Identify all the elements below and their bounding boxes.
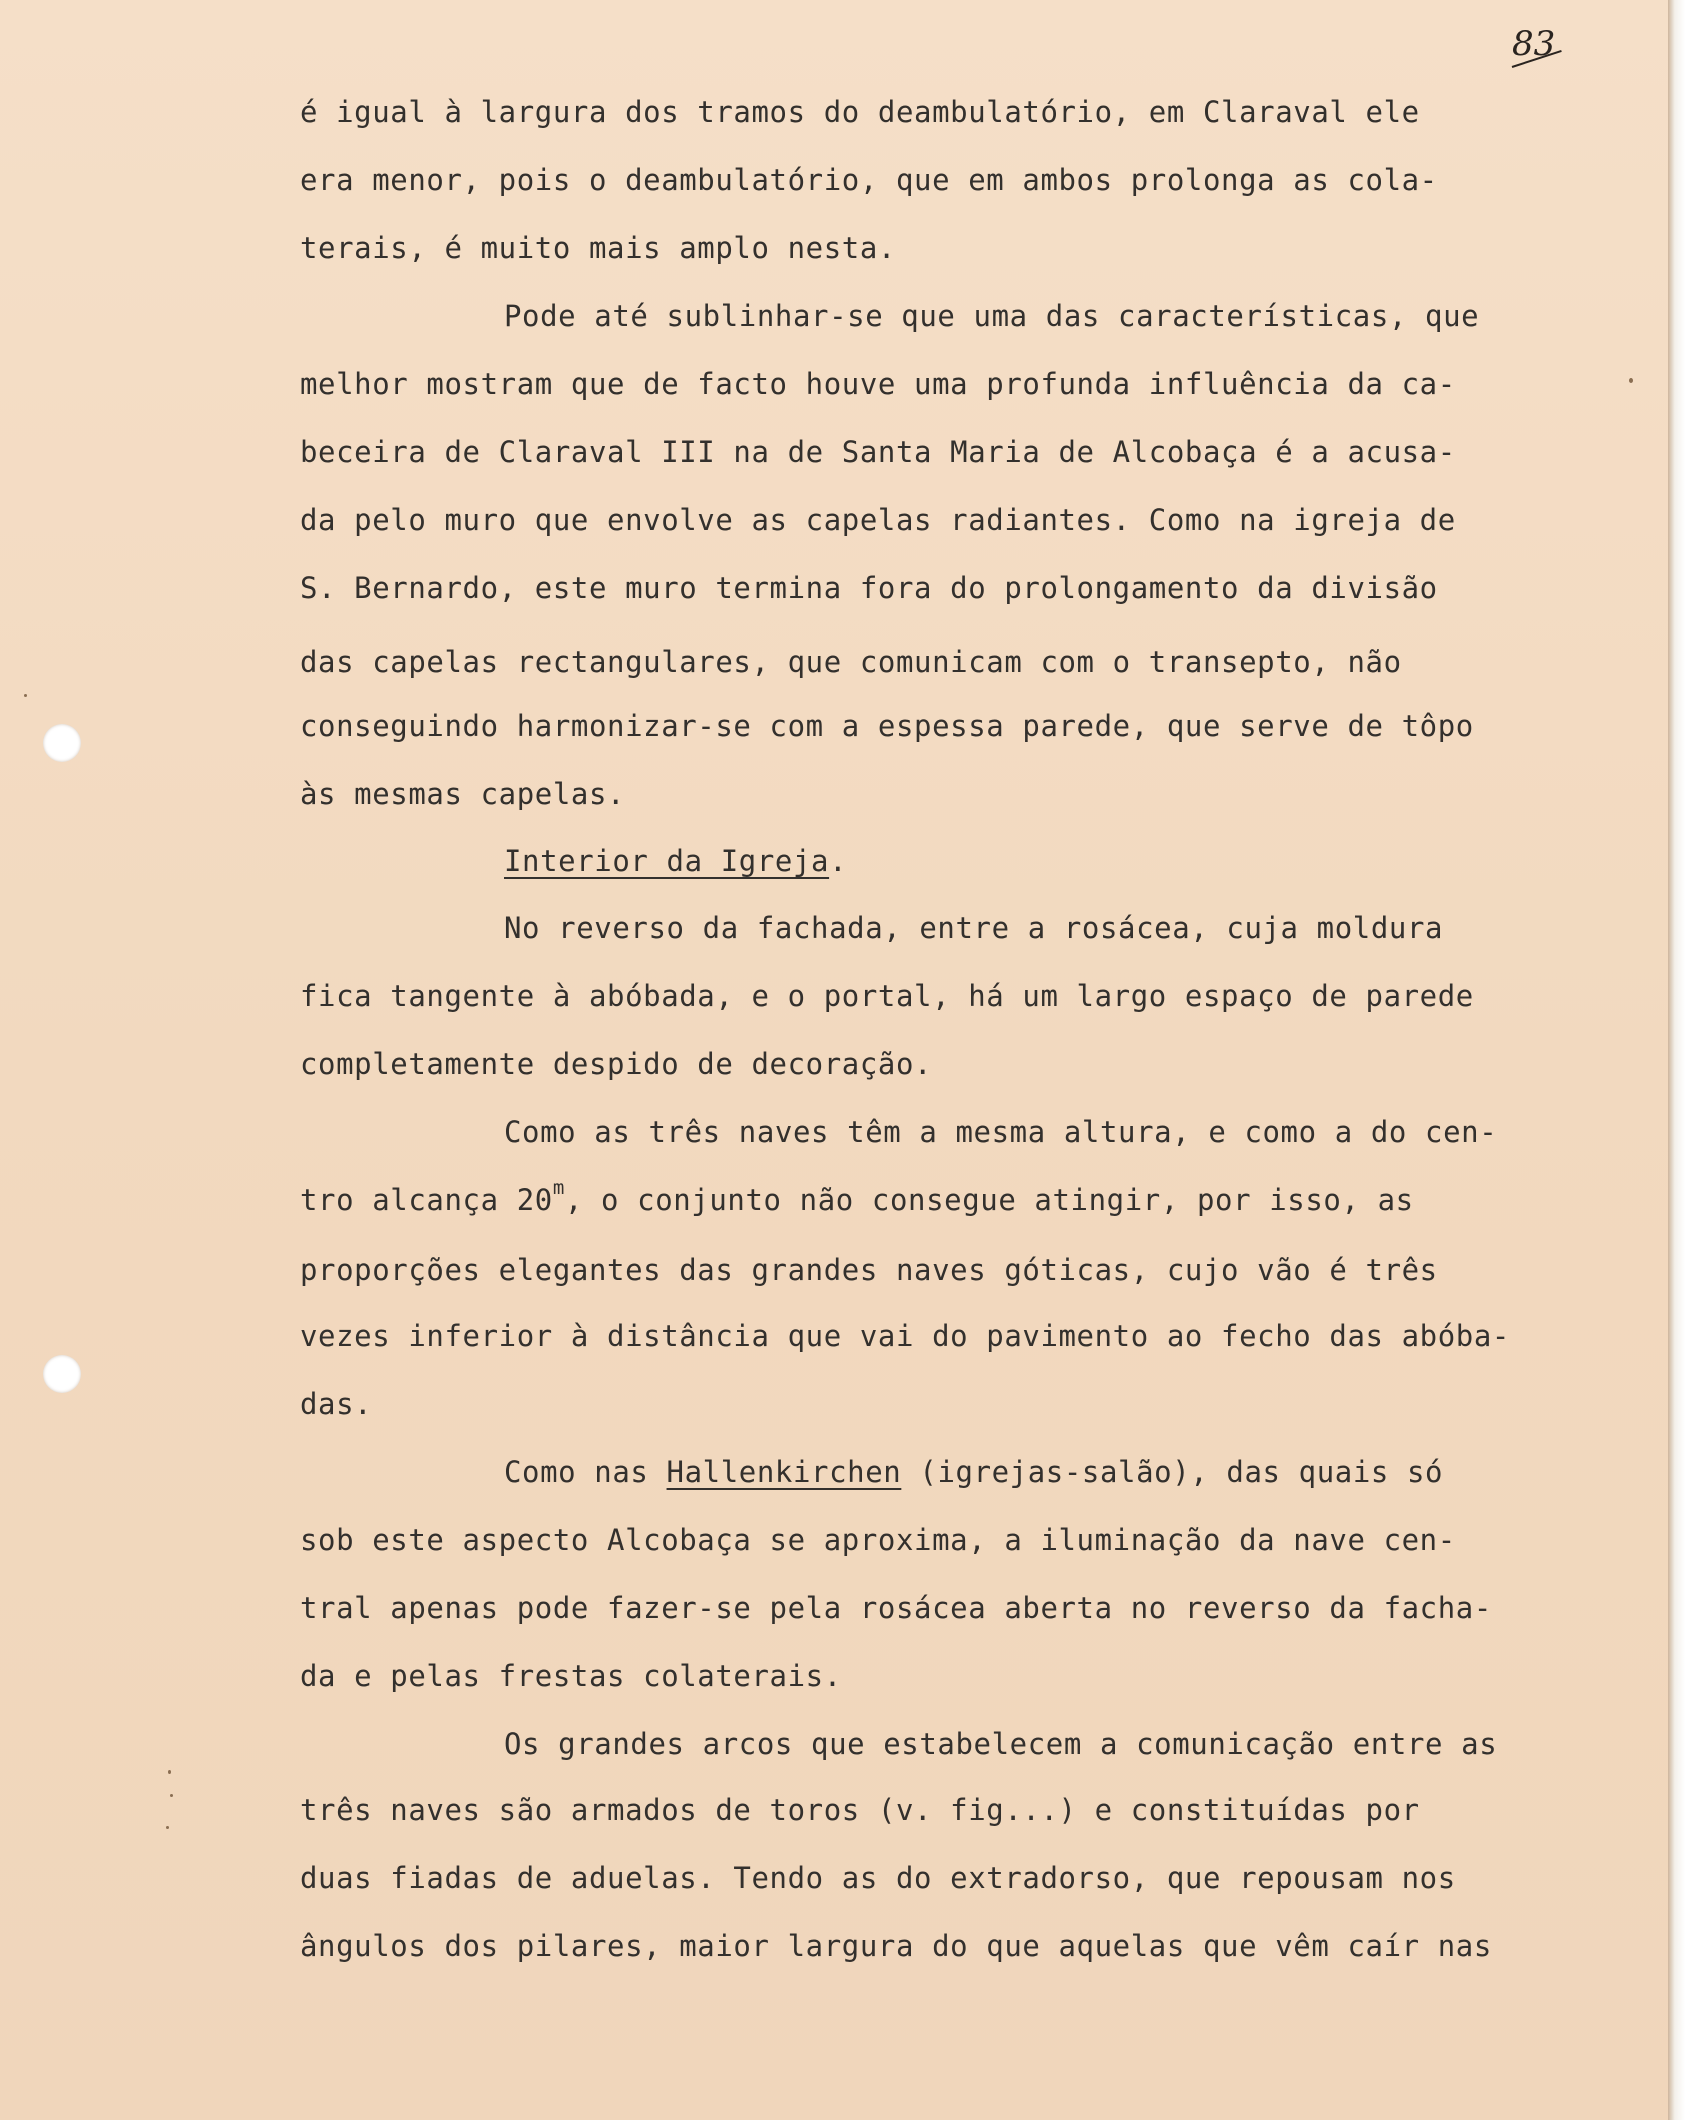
text-line: beceira de Claraval III na de Santa Maria de Alcobaça é a acusa- [300,435,1456,469]
text-line: sob este aspecto Alcobaça se aproxima, a iluminação da nave cen- [300,1523,1456,1557]
text-line: terais, é muito mais amplo nesta. [300,231,896,265]
text-line: da pelo muro que envolve as capelas radiantes. Como na igreja de [300,503,1456,537]
text-line: três naves são armados de toros (v. fig...) e constituídas por [300,1793,1420,1827]
paragraph-start-line: No reverso da fachada, entre a rosácea, cuja moldura [504,911,1444,945]
text-line: da e pelas frestas colaterais. [300,1659,842,1693]
text-line: vezes inferior à distância que vai do pavimento ao fecho das abóba- [300,1319,1510,1353]
paragraph-start-line: Os grandes arcos que estabelecem a comunicação entre as [504,1727,1498,1761]
text-line: melhor mostram que de facto houve uma profunda influência da ca- [300,367,1456,401]
text-line: fica tangente à abóbada, e o portal, há um largo espaço de parede [300,979,1474,1013]
paragraph-start-line: Como as três naves têm a mesma altura, e como a do cen- [504,1115,1498,1149]
text-line: ângulos dos pilares, maior largura do que aquelas que vêm caír nas [300,1929,1492,1963]
section-heading-title: Interior da Igreja [504,844,830,878]
section-heading: Interior da Igreja. [504,844,848,878]
page-number: 83 [1512,24,1556,64]
text-line: das capelas rectangulares, que comunicam com o transepto, não [300,645,1402,679]
text-fragment: , o conjunto não consegue atingir, por isso, as [564,1183,1414,1217]
paper-speck [170,1794,173,1797]
paper-speck [1629,378,1633,383]
text-line: tral apenas pode fazer-se pela rosácea aberta no reverso da facha- [300,1591,1492,1625]
text-line: às mesmas capelas. [300,777,626,811]
text-line: é igual à largura dos tramos do deambulatório, em Claraval ele [300,95,1420,129]
underlined-term: Hallenkirchen [666,1455,902,1489]
text-line: proporções elegantes das grandes naves góticas, cujo vão é três [300,1253,1438,1287]
text-fragment: (igrejas-salão), das quais só [901,1455,1444,1489]
text-fragment: Como nas [504,1455,667,1489]
paper-speck [24,694,27,697]
paper-speck [168,1770,171,1774]
text-line [300,1177,1640,1220]
text-line: duas fiadas de aduelas. Tendo as do extradorso, que repousam nos [300,1861,1456,1895]
text-fragment: tro alcança 20 [300,1183,553,1217]
text-line: completamente despido de decoração. [300,1047,933,1081]
paragraph-start-line: Pode até sublinhar-se que uma das características, que [504,299,1480,333]
text-line: conseguindo harmonizar-se com a espessa parede, que serve de tôpo [300,709,1474,743]
text-line: S. Bernardo, este muro termina fora do prolongamento da divisão [300,571,1438,605]
text-line: era menor, pois o deambulatório, que em ambos prolonga as cola- [300,163,1438,197]
superscript-unit: m [552,1177,565,1199]
paper-speck [166,1826,169,1829]
paragraph-start-line [504,1452,1685,1492]
text-line: das. [300,1387,373,1421]
